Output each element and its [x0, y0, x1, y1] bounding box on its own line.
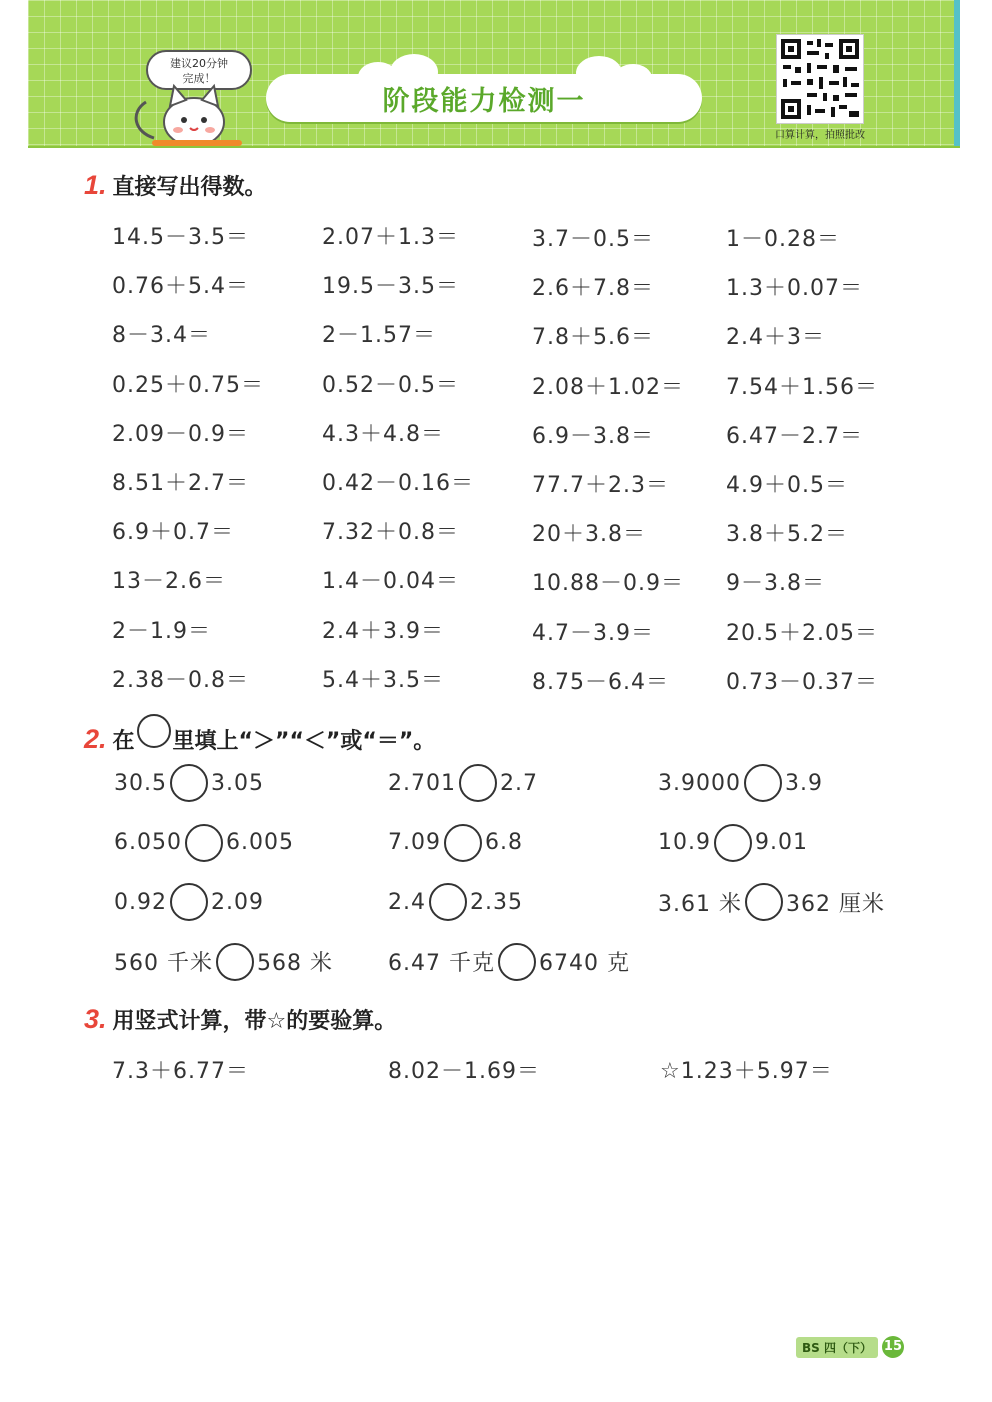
comparison-item — [658, 824, 808, 862]
comparison-left: 560 千米 — [114, 951, 213, 976]
math-expression: 2.07＋1.3＝ — [322, 225, 459, 250]
comparison-item — [114, 824, 294, 862]
section-2-title-after: 里填上“＞”“＜”或“＝”。 — [172, 729, 436, 754]
section-3-heading — [84, 1004, 396, 1035]
comparison-item — [388, 943, 630, 981]
comparison-left: 3.9000 — [658, 770, 741, 796]
page-title-pill — [266, 74, 702, 122]
page-title: 阶段能力检测一 — [382, 85, 586, 117]
math-expression: 2.4＋3＝ — [726, 325, 825, 351]
section-2-heading — [84, 714, 435, 755]
header-banner — [28, 0, 960, 148]
comparison-right: 3.05 — [210, 770, 264, 796]
comparison-right: 6.8 — [484, 830, 523, 855]
math-expression: 2.38－0.8＝ — [112, 667, 249, 693]
math-expression: 0.52－0.5＝ — [322, 372, 459, 398]
answer-circle[interactable] — [170, 883, 208, 921]
math-expression: 0.25＋0.75＝ — [112, 372, 264, 398]
comparison-item — [658, 883, 885, 921]
comparison-left: 10.9 — [658, 830, 711, 855]
answer-circle[interactable] — [444, 824, 482, 862]
comparison-right: 568 米 — [257, 951, 333, 976]
bubble-line-2: 完成！ — [182, 72, 216, 85]
comparison-right: 3.9 — [784, 770, 823, 796]
math-expression: 1.3＋0.07＝ — [726, 276, 863, 302]
comparison-left: 2.701 — [388, 770, 456, 796]
comparison-item — [388, 883, 523, 921]
math-expression: 2.09－0.9＝ — [112, 421, 249, 447]
math-expression: 10.88－0.9＝ — [532, 571, 684, 597]
comparison-right: 2.35 — [470, 889, 523, 915]
comparison-right: 2.09 — [210, 889, 264, 915]
cat-mascot-icon — [124, 72, 244, 146]
math-expression: 7.54＋1.56＝ — [726, 374, 878, 400]
math-expression: 6.47－2.7＝ — [726, 423, 863, 449]
answer-circle[interactable] — [459, 764, 497, 802]
comparison-left: 6.47 千克 — [388, 951, 495, 976]
answer-circle[interactable] — [170, 764, 208, 802]
math-expression: 7.32＋0.8＝ — [322, 520, 459, 546]
math-expression: 14.5－3.5＝ — [112, 225, 249, 250]
math-expression: 7.8＋5.6＝ — [532, 325, 654, 351]
bubble-line-1: 建议20分钟 — [170, 57, 228, 70]
section-1-title: 直接写出得数。 — [112, 175, 267, 200]
comparison-right: 362 厘米 — [785, 891, 885, 917]
comparison-left: 30.5 — [114, 770, 167, 796]
math-expression: 13－2.6＝ — [112, 569, 226, 595]
section-3-title: 用竖式计算，带☆的要验算。 — [112, 1009, 397, 1034]
vertical-calc-item: ☆1.23＋5.97＝ — [660, 1059, 833, 1084]
math-expression: 2－1.9＝ — [112, 618, 211, 644]
math-expression: 77.7＋2.3＝ — [532, 473, 669, 498]
page-badge — [796, 1336, 904, 1358]
math-expression: 20.5＋2.05＝ — [726, 620, 878, 646]
answer-circle[interactable] — [744, 764, 782, 802]
math-expression: 4.3＋4.8＝ — [322, 421, 444, 447]
math-expression: 3.7－0.5＝ — [532, 227, 654, 252]
comparison-left: 2.4 — [388, 889, 426, 915]
math-expression: 1－0.28＝ — [726, 227, 840, 252]
math-expression: 2.6＋7.8＝ — [532, 276, 654, 302]
math-expression: 4.9＋0.5＝ — [726, 473, 848, 498]
answer-circle[interactable] — [216, 943, 254, 981]
answer-circle[interactable] — [185, 824, 223, 862]
qr-caption: 口算计算，拍照批改 — [775, 130, 865, 141]
math-expression: 9－3.8＝ — [726, 571, 825, 597]
math-expression: 2－1.57＝ — [322, 323, 436, 349]
grade-tag: BS 四（下） — [796, 1337, 878, 1358]
math-expression: 2.4＋3.9＝ — [322, 618, 444, 644]
math-expression: 5.4＋3.5＝ — [322, 667, 444, 693]
section-1-number: 1. — [84, 170, 107, 200]
comparison-item — [388, 824, 523, 862]
blank-circle-icon — [137, 714, 171, 748]
section-2-number: 2. — [84, 724, 107, 754]
answer-circle[interactable] — [745, 883, 783, 921]
comparison-left: 3.61 米 — [658, 891, 742, 917]
math-expression: 6.9－3.8＝ — [532, 423, 654, 449]
vertical-calc-item: 7.3＋6.77＝ — [112, 1059, 249, 1084]
comparison-right: 6740 克 — [538, 951, 630, 976]
math-expression: 2.08＋1.02＝ — [532, 374, 684, 400]
section-1-heading — [84, 170, 267, 201]
comparison-item — [658, 764, 823, 802]
math-expression: 0.76＋5.4＝ — [112, 274, 249, 300]
comparison-left: 6.050 — [114, 830, 182, 855]
comparison-left: 0.92 — [114, 889, 167, 915]
comparison-right: 9.01 — [754, 830, 808, 855]
comparison-item — [114, 883, 264, 921]
qr-code-icon[interactable] — [776, 34, 864, 124]
math-expression: 8.75－6.4＝ — [532, 669, 669, 695]
comparison-item — [388, 764, 538, 802]
comparison-item — [114, 943, 333, 981]
math-expression: 8－3.4＝ — [112, 323, 211, 349]
math-expression: 3.8＋5.2＝ — [726, 522, 848, 548]
math-expression: 19.5－3.5＝ — [322, 274, 459, 300]
banner-edge — [954, 0, 960, 146]
comparison-right: 6.005 — [225, 830, 294, 855]
answer-circle[interactable] — [498, 943, 536, 981]
comparison-left: 7.09 — [388, 830, 441, 855]
section-3-number: 3. — [84, 1004, 107, 1034]
answer-circle[interactable] — [714, 824, 752, 862]
vertical-calc-item: 8.02－1.69＝ — [388, 1059, 540, 1084]
math-expression: 0.42－0.16＝ — [322, 471, 474, 496]
page-number: 15 — [882, 1336, 904, 1358]
answer-circle[interactable] — [429, 883, 467, 921]
math-expression: 1.4－0.04＝ — [322, 569, 459, 595]
math-expression: 0.73－0.37＝ — [726, 669, 878, 695]
comparison-item — [114, 764, 264, 802]
math-expression: 4.7－3.9＝ — [532, 620, 654, 646]
math-expression: 8.51＋2.7＝ — [112, 471, 249, 496]
math-expression: 20＋3.8＝ — [532, 522, 646, 548]
section-2-title-before: 在 — [112, 729, 135, 754]
comparison-right: 2.7 — [499, 770, 538, 796]
math-expression: 6.9＋0.7＝ — [112, 520, 234, 546]
